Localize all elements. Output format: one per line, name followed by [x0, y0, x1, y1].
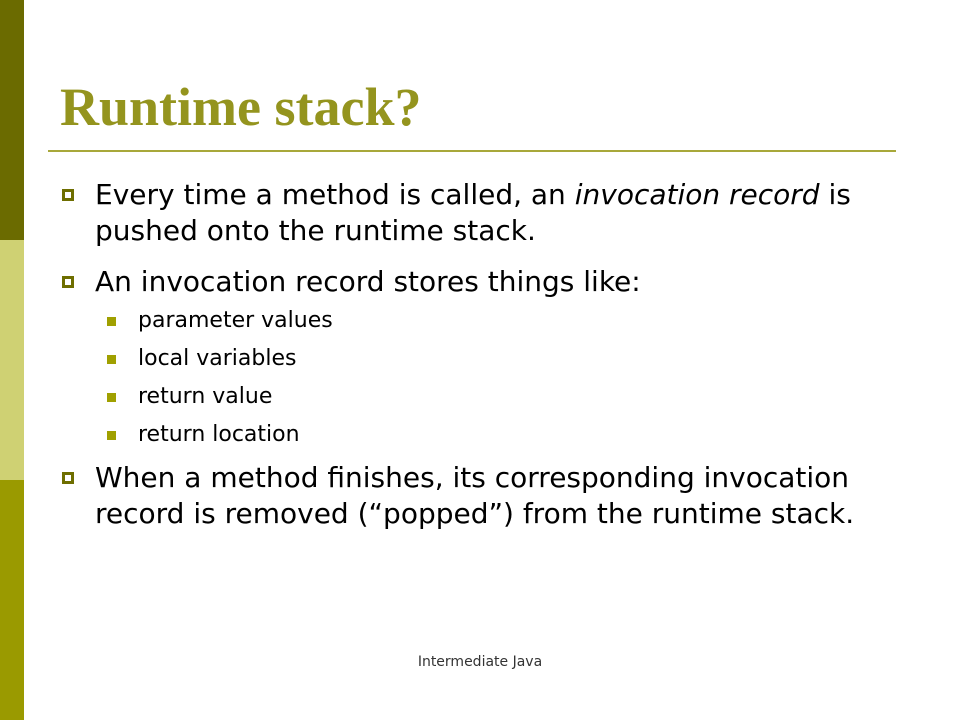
bullet-emphasis-text: invocation record [574, 178, 820, 211]
sub-bullet-item [138, 383, 272, 411]
sub-bullet-item [138, 307, 333, 335]
bullet-text: When a method finishes, its corresponding invocation record is removed (“popped”) from the runtime stack. [95, 461, 855, 530]
hollow-square-bullet-icon [62, 189, 74, 201]
bullet-item [95, 177, 925, 249]
bullet-text: is pushed onto the runtime stack. [95, 178, 851, 247]
hollow-square-bullet-icon [62, 472, 74, 484]
sub-bullet-text: parameter values [138, 308, 333, 333]
bullet-text: An invocation record stores things like: [95, 265, 641, 298]
sub-bullet-item [138, 421, 300, 449]
hollow-square-bullet-icon [62, 276, 74, 288]
sub-bullet-text: return value [138, 384, 273, 409]
sub-bullet-text: local variables [138, 346, 297, 371]
bullet-text: Every time a method is called, an [95, 178, 575, 211]
filled-square-bullet-icon [107, 355, 116, 364]
sub-bullet-item [138, 345, 296, 373]
sub-bullet-text: return location [138, 422, 300, 447]
bullet-item [95, 264, 925, 300]
filled-square-bullet-icon [107, 431, 116, 440]
slide-title: Runtime stack? [60, 77, 422, 137]
bullet-item [95, 460, 925, 532]
filled-square-bullet-icon [107, 393, 116, 402]
filled-square-bullet-icon [107, 317, 116, 326]
slide-footer: Intermediate Java [417, 654, 543, 670]
